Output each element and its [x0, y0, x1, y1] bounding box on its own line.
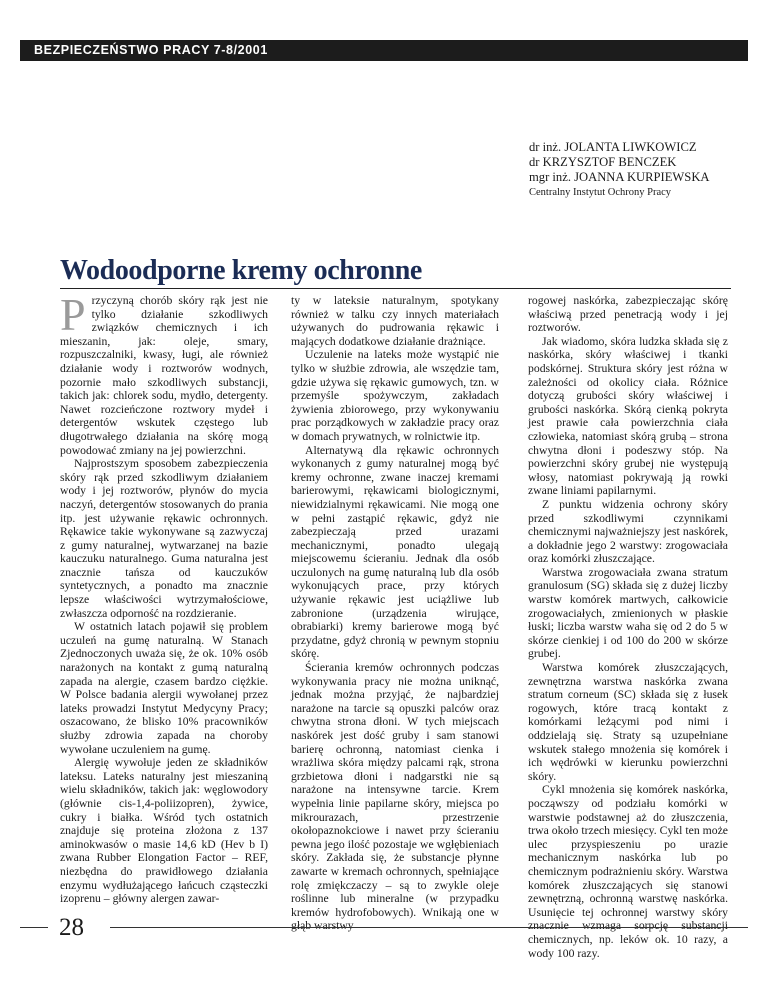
paragraph: Ścierania kremów ochronnych podczas wykonywania pracy nie można uniknąć, jednak można przyjąć, że najbardziej narażone na tarcie są opuszki palców oraz chwytna strona dłoni. W tych miejscach naskórek jest dość gruby i sam stanowi barierę ochronną, natomiast cienka i wrażliwa skóra między palcami rąk, strona grzbietowa dłoni i nadgarstki nie są narażone na intensywne tarcie. Krem wypełnia linie papilarne skóry, miejsca po mikrourazach, przestrzenie okołopaznokciowe i nawet przy ścieraniu pewna jego ilość pozostaje we wgłębieniach skóry. Zakłada się, że substancje płynne zawarte w kremach ochronnych, spełniające rolę zmiękczaczy – są to zwykle oleje roślinne lub mineralne (w przypadku kremów hydrofobowych). Wnikają one w głąb warstwy: [291, 661, 499, 933]
text-column-3: [528, 294, 728, 960]
footer-divider-left: [20, 927, 48, 928]
paragraph: ty w lateksie naturalnym, spotykany również w talku czy innych materiałach używanych do pudrowania rękawic i mających dodatkowe działanie drażniące.: [291, 294, 499, 348]
paragraph: Alergię wywołuje jeden ze składników lateksu. Lateks naturalny jest mieszaniną wielu składników, takich jak: węglowodory (głównie cis-1,4-poliizopren), żywice, cukry i białka. Wśród tych ostatnich znajduje się proteina złożona z 137 aminokwasów o masie 14,6 kD (Hev b I) zwana Rubber Elongation Factor – REF, niezbędna do prawidłowego działania enzymu wydłużającego łańcuch cząsteczki izoprenu – główny alergen zawar-: [60, 756, 268, 906]
paragraph: Najprostszym sposobem zabezpieczenia skóry rąk przed szkodliwym działaniem wody i jej roztworów, płynów do mycia naczyń, detergentów stosowanych do prania itp. jest używanie rękawic ochronnych. Rękawice takie wykonywane są zazwyczaj z gumy naturalnej, wytwarzanej na bazie kauczuku naturalnego. Guma naturalna jest znacznie tańsza od kauczuków syntetycznych, a ponadto ma znacznie lepsze właściwości wytrzymałościowe, zwłaszcza odporność na rozdzieranie.: [60, 457, 268, 620]
author-name: mgr inż. JOANNA KURPIEWSKA: [529, 170, 710, 184]
author-institute: Centralny Instytut Ochrony Pracy: [529, 187, 672, 198]
paragraph: Warstwa komórek złuszczających, zewnętrzna warstwa naskórka zwana stratum corneum (SC) składa się z łusek rogowych, które tracą kontakt z komórkami leżącymi pod nimi i oddzielają się. Straty są uzupełniane wskutek stałego mnożenia się komórek i ich wędrówki w kierunku powierzchni skóry.: [528, 661, 728, 783]
page-number: 28: [59, 914, 84, 941]
paragraph: Cykl mnożenia się komórek naskórka, począwszy od podziału komórki w warstwie podstawnej aż do złuszczenia, trwa około trzech miesięcy. Cykl ten może ulec przyspieszeniu po urazie mechanicznym naskórka lub po chemicznym podrażnieniu skóry. Warstwa komórek złuszczających się stanowi zewnętrzną, ochronną warstwę naskórka. Usunięcie tej ochronnej warstwy skóry znacznie wzmaga sorpcję substancji chemicznych, np. leków ok. 10 razy, a wody 100 razy.: [528, 783, 728, 960]
paragraph: Warstwa zrogowaciała zwana stratum granulosum (SG) składa się z dużej liczby warstw komórek martwych, całkowicie zrogowaciałych, zmienionych w płaskie łuski; liczba warstw waha się od 2 do 5 w skórze cienkiej i od 100 do 200 w skórze grubej.: [528, 565, 728, 661]
paragraph-text: rzyczyną chorób skóry rąk jest nie tylko działanie szkodliwych związków chemicznych i ich mieszanin, jak: oleje, smary, rozpuszczalniki, kwasy, ługi, ale również działanie wody i roztworów wodnych, pozornie mało szkodliwych substancji, takich jak: chlorek sodu, mydło, detergenty. Nawet rozcieńczone roztwory mydeł i detergentów wskutek częstego lub długotrwałego działania na skórę mogą powodować zmiany na jej powierzchni.: [60, 294, 268, 457]
article-title: Wodoodporne kremy ochronne: [60, 255, 422, 286]
text-column-1: [60, 289, 268, 906]
author-name: dr KRZYSZTOF BENCZEK: [529, 155, 677, 169]
drop-cap: P: [60, 289, 86, 340]
paragraph: [60, 289, 268, 457]
footer-divider: [110, 927, 748, 928]
paragraph: Jak wiadomo, skóra ludzka składa się z naskórka, skóry właściwej i tkanki podskórnej. Struktura skóry jest różna w zależności od okolicy ciała. Różnice dotyczą grubości skóry właściwej i grubości naskórka. Skórą cienką pokryta jest prawie cała powierzchnia ciała człowieka, natomiast skórą grubą – strona chwytna dłoni i podeszwy stóp. Na powierzchni skóry grubej nie występują włosy, natomiast pokrywają ją rowki zwane liniami papilarnymi.: [528, 334, 728, 498]
paragraph: Alternatywą dla rękawic ochronnych wykonanych z gumy naturalnej mogą być kremy ochronne, zwane inaczej kremami barierowymi, rękawicami biologicznymi, niewidzialnymi rękawicami. Nie mogą one w pełni zastąpić rękawic, gdyż nie zabezpieczają przed urazami mechanicznymi, ponadto ulegają miejscowemu ścieraniu. Jednak dla osób uczulonych na gumę naturalną lub dla osób wykonujących prace, przy których używanie rękawic jest uciążliwe lub zabronione (urządzenia wirujące, obrabiarki) kremy barierowe mogą być przydatne, gdyż chronią w pewnym stopniu skórę.: [291, 443, 499, 661]
text-column-2: [291, 294, 499, 933]
paragraph: Uczulenie na lateks może wystąpić nie tylko w służbie zdrowia, ale wszędzie tam, gdzie używa się rękawic gumowych, tzn. w przemyśle spożywczym, zakładach żywienia zbiorowego, przy wykonywaniu prac porządkowych w zakładzie pracy oraz w domach prywatnych, w rolnictwie itp.: [291, 348, 499, 443]
paragraph: W ostatnich latach pojawił się problem uczuleń na gumę naturalną. W Stanach Zjednoczonych uważa się, że ok. 10% osób narażonych na kontakt z gumą naturalną zapada na alergie, czasem bardzo ciężkie. W Polsce badania alergii wywołanej przez lateks prowadzi Instytut Medycyny Pracy; oszacowano, że blisko 10% pracowników służby zdrowia zapada na choroby wywołane uczuleniem na gumę.: [60, 620, 268, 756]
title-divider: [60, 288, 731, 289]
paragraph: Z punktu widzenia ochrony skóry przed szkodliwymi czynnikami chemicznymi najważniejszy jest naskórek, a dokładnie jego 2 warstwy: zrogowaciała oraz komórki złuszczające.: [528, 497, 728, 566]
paragraph: rogowej naskórka, zabezpieczając skórę właściwą przed penetracją wody i jej roztworów.: [528, 294, 728, 335]
author-name: dr inż. JOLANTA LIWKOWICZ: [529, 140, 697, 154]
journal-header: BEZPIECZEŃSTWO PRACY 7-8/2001: [34, 43, 268, 57]
author-block: [529, 140, 710, 200]
